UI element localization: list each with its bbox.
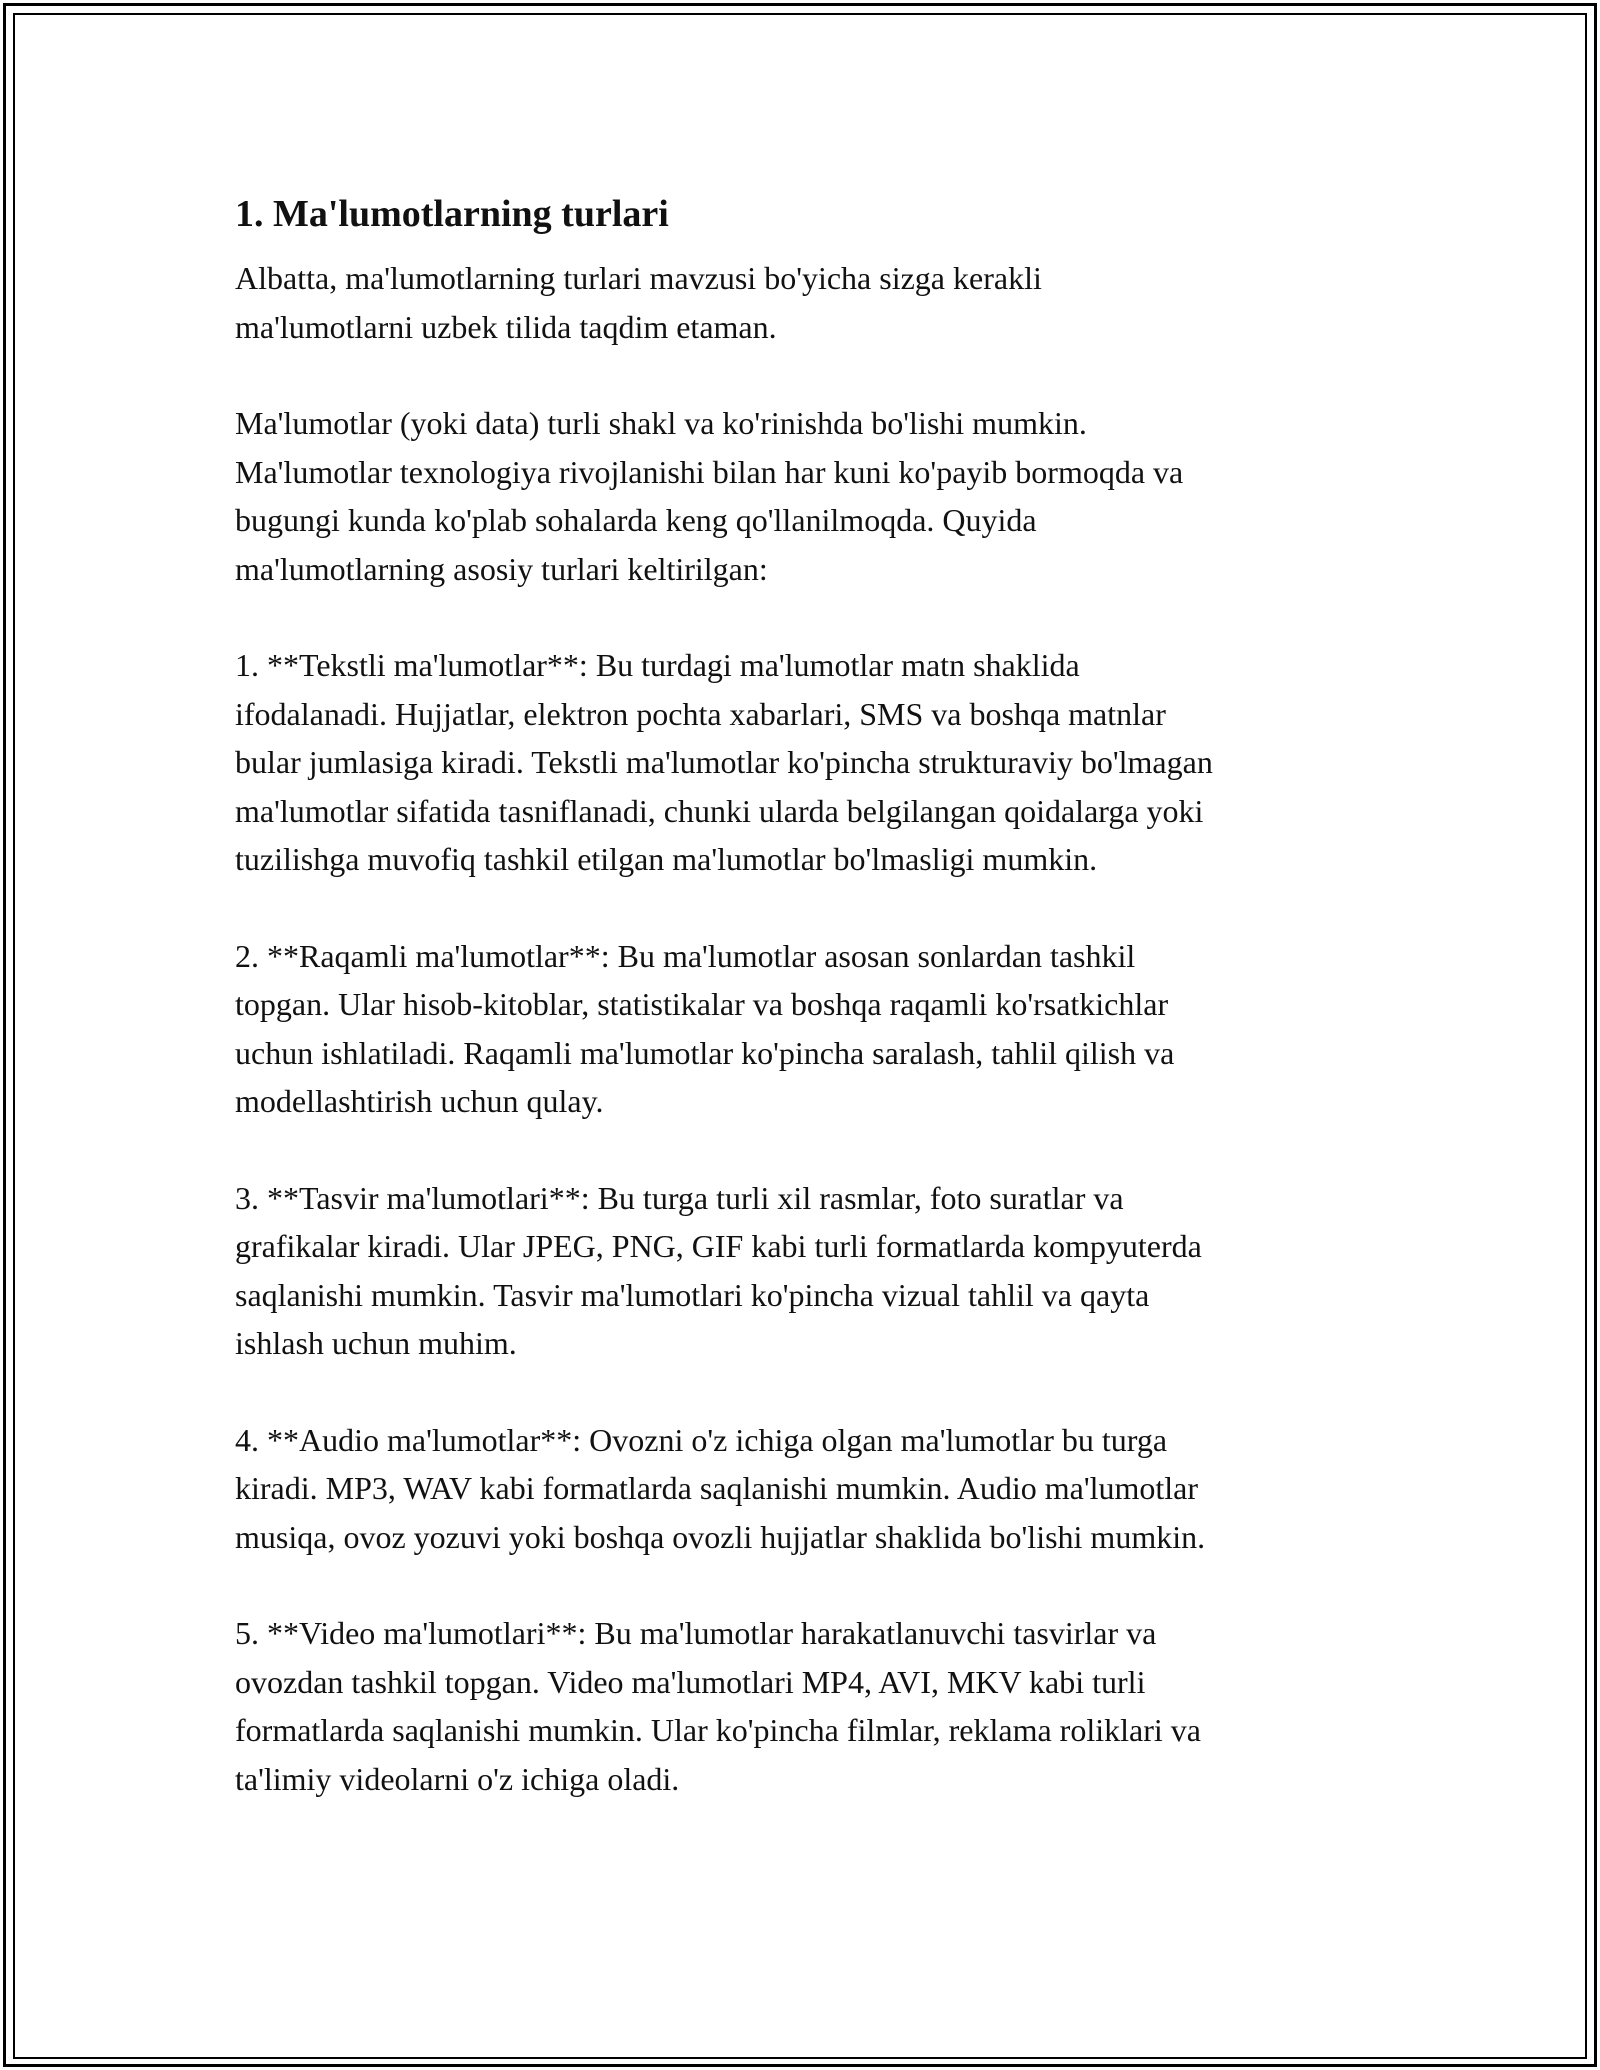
paragraph-line: 3. **Tasvir ma'lumotlari**: Bu turga turli xil rasmlar, foto suratlar va xyxy=(235,1179,1124,1216)
paragraph-line: ma'lumotlarning asosiy turlari keltirilgan: xyxy=(235,550,768,587)
paragraph-line: kiradi. MP3, WAV kabi formatlarda saqlanishi mumkin. Audio ma'lumotlar xyxy=(235,1470,1198,1506)
paragraph-line: ovozdan tashkil topgan. Video ma'lumotlari MP4, AVI, MKV kabi turli xyxy=(235,1663,1146,1700)
paragraph-line: ishlash uchun muhim. xyxy=(235,1325,517,1361)
paragraph-line: modellashtirish uchun qulay. xyxy=(235,1083,604,1119)
paragraph-line: Albatta, ma'lumotlarning turlari mavzusi bo'yicha sizga kerakli xyxy=(235,260,1042,296)
paragraph-line: tuzilishga muvofiq tashkil etilgan ma'lumotlar bo'lmasligi mumkin. xyxy=(235,841,1098,877)
paragraph-line: musiqa, ovoz yozuvi yoki boshqa ovozli hujjatlar shaklida bo'lishi mumkin. xyxy=(235,1518,1206,1555)
paragraph xyxy=(235,1609,1375,1803)
paragraph-line: Ma'lumotlar texnologiya rivojlanishi bilan har kuni ko'payib bormoqda va xyxy=(235,453,1184,490)
paragraph xyxy=(235,1174,1375,1368)
paragraph-line: 2. **Raqamli ma'lumotlar**: Bu ma'lumotlar asosan sonlardan tashkil xyxy=(235,937,1136,974)
paragraph-line: ta'limiy videolarni o'z ichiga oladi. xyxy=(235,1760,680,1797)
paragraph-line: ifodalanadi. Hujjatlar, elektron pochta xabarlari, SMS va boshqa matnlar xyxy=(235,695,1166,732)
paragraph-line: bugungi kunda ko'plab sohalarda keng qo'llanilmoqda. Quyida xyxy=(235,502,1037,538)
paragraph xyxy=(235,399,1375,593)
paragraph-line: 1. **Tekstli ma'lumotlar**: Bu turdagi ma'lumotlar matn shaklida xyxy=(235,647,1080,683)
paragraph xyxy=(235,254,1375,351)
paragraph xyxy=(235,1416,1375,1562)
paragraph-line: grafikalar kiradi. Ular JPEG, PNG, GIF kabi turli formatlarda kompyuterda xyxy=(235,1228,1202,1264)
paragraph-line: 5. **Video ma'lumotlari**: Bu ma'lumotlar harakatlanuvchi tasvirlar va xyxy=(235,1615,1157,1651)
paragraph xyxy=(235,932,1375,1126)
paragraph-line: 4. **Audio ma'lumotlar**: Ovozni o'z ichiga olgan ma'lumotlar bu turga xyxy=(235,1421,1168,1458)
document-title: 1. Ma'lumotlarning turlari xyxy=(235,193,669,235)
document-body xyxy=(235,254,1375,1803)
paragraph-line: topgan. Ular hisob-kitoblar, statistikalar va boshqa raqamli ko'rsatkichlar xyxy=(235,986,1169,1022)
document-content xyxy=(235,184,1375,1851)
paragraph xyxy=(235,641,1375,884)
paragraph-line: uchun ishlatiladi. Raqamli ma'lumotlar ko'pincha saralash, tahlil qilish va xyxy=(235,1034,1175,1071)
paragraph-line: saqlanishi mumkin. Tasvir ma'lumotlari ko'pincha vizual tahlil va qayta xyxy=(235,1276,1150,1313)
paragraph-line: ma'lumotlar sifatida tasniflanadi, chunki ularda belgilangan qoidalarga yoki xyxy=(235,792,1204,829)
paragraph-line: ma'lumotlarni uzbek tilida taqdim etaman. xyxy=(235,308,777,345)
paragraph-line: Ma'lumotlar (yoki data) turli shakl va ko'rinishda bo'lishi mumkin. xyxy=(235,405,1087,441)
paragraph-line: bular jumlasiga kiradi. Tekstli ma'lumotlar ko'pincha strukturaviy bo'lmagan xyxy=(235,744,1213,780)
paragraph-line: formatlarda saqlanishi mumkin. Ular ko'pincha filmlar, reklama roliklari va xyxy=(235,1712,1201,1748)
